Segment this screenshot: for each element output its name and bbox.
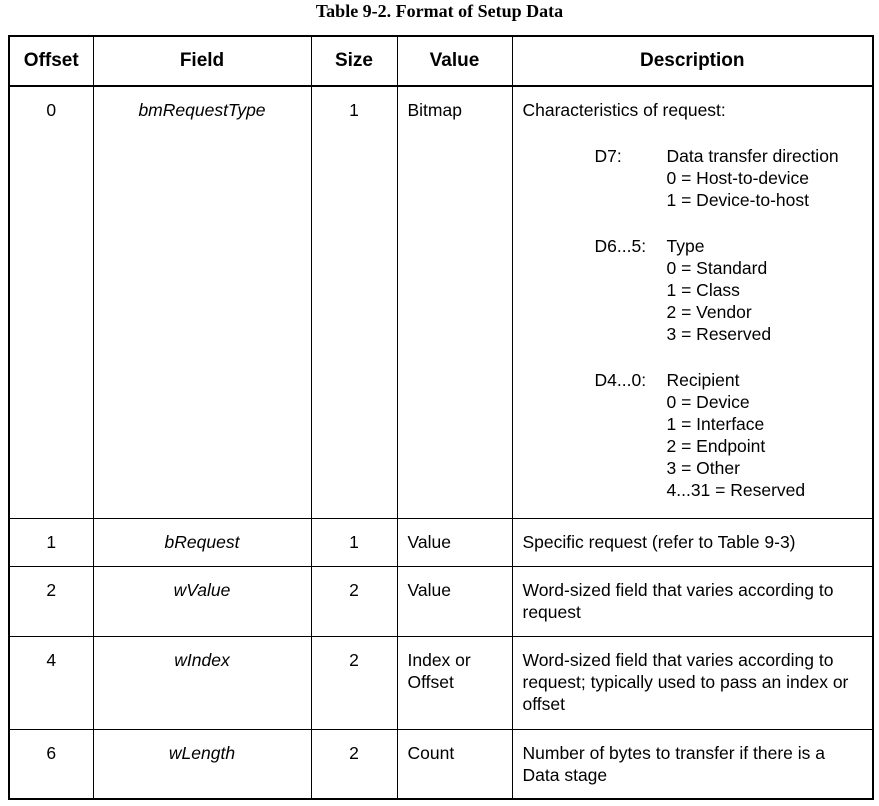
value-cell: Index or Offset (397, 636, 512, 729)
description-cell: Word-sized field that varies according to request (512, 566, 873, 636)
description-cell: Specific request (refer to Table 9-3) (512, 518, 873, 566)
bit-option: 0 = Host-to-device (666, 168, 809, 188)
bit-option: 2 = Vendor (666, 302, 752, 322)
bit-field-d6-5 (523, 235, 863, 345)
header-value: Value (397, 36, 512, 86)
table-row (9, 518, 873, 566)
field-cell: wValue (93, 566, 311, 636)
value-cell: Value (397, 566, 512, 636)
bit-option: 3 = Reserved (666, 324, 772, 344)
bit-values (667, 235, 772, 345)
header-offset: Offset (9, 36, 93, 86)
bit-field-d4-0 (523, 369, 863, 501)
bit-option: 0 = Standard (666, 258, 768, 278)
offset-cell: 6 (9, 729, 93, 799)
size-cell: 1 (311, 518, 397, 566)
table-header (9, 36, 873, 86)
field-cell: bRequest (93, 518, 311, 566)
offset-cell: 4 (9, 636, 93, 729)
size-cell: 2 (311, 636, 397, 729)
header-row (9, 36, 873, 86)
bit-title: Type (666, 236, 705, 256)
field-cell: wIndex (93, 636, 311, 729)
value-cell: Bitmap (397, 86, 512, 518)
table-row (9, 566, 873, 636)
bit-option: 2 = Endpoint (666, 436, 766, 456)
size-cell: 1 (311, 86, 397, 518)
bit-option: 4...31 = Reserved (666, 480, 806, 500)
size-cell: 2 (311, 729, 397, 799)
setup-data-table (8, 35, 874, 800)
bit-name: D4...0: (594, 370, 647, 390)
bit-option: 1 = Device-to-host (666, 190, 809, 210)
description-cell: Number of bytes to transfer if there is a Data stage (512, 729, 873, 799)
offset-cell: 2 (9, 566, 93, 636)
bit-option: 1 = Class (666, 280, 740, 300)
value-cell: Count (397, 729, 512, 799)
field-cell: bmRequestType (93, 86, 311, 518)
table-row (9, 86, 873, 518)
bit-field-d7 (523, 145, 863, 211)
size-cell: 2 (311, 566, 397, 636)
field-cell: wLength (93, 729, 311, 799)
offset-cell: 1 (9, 518, 93, 566)
bit-name: D6...5: (594, 236, 647, 256)
table-row (9, 729, 873, 799)
bit-values (667, 369, 806, 501)
bit-name: D7: (594, 146, 622, 166)
value-cell: Value (397, 518, 512, 566)
description-text: Characteristics of request: (522, 100, 726, 120)
header-description: Description (512, 36, 873, 86)
bit-option: 0 = Device (666, 392, 750, 412)
header-field: Field (93, 36, 311, 86)
description-cell (512, 86, 873, 518)
header-size: Size (311, 36, 397, 86)
table-row (9, 636, 873, 729)
bit-title: Recipient (666, 370, 740, 390)
offset-cell: 0 (9, 86, 93, 518)
bit-title: Data transfer direction (666, 146, 839, 166)
description-cell: Word-sized field that varies according to request; typically used to pass an index or offset (512, 636, 873, 729)
table-body (9, 86, 873, 799)
bit-option: 1 = Interface (666, 414, 765, 434)
table-caption: Table 9-2. Format of Setup Data (315, 1, 564, 21)
bit-option: 3 = Other (666, 458, 740, 478)
bit-values (667, 145, 839, 211)
